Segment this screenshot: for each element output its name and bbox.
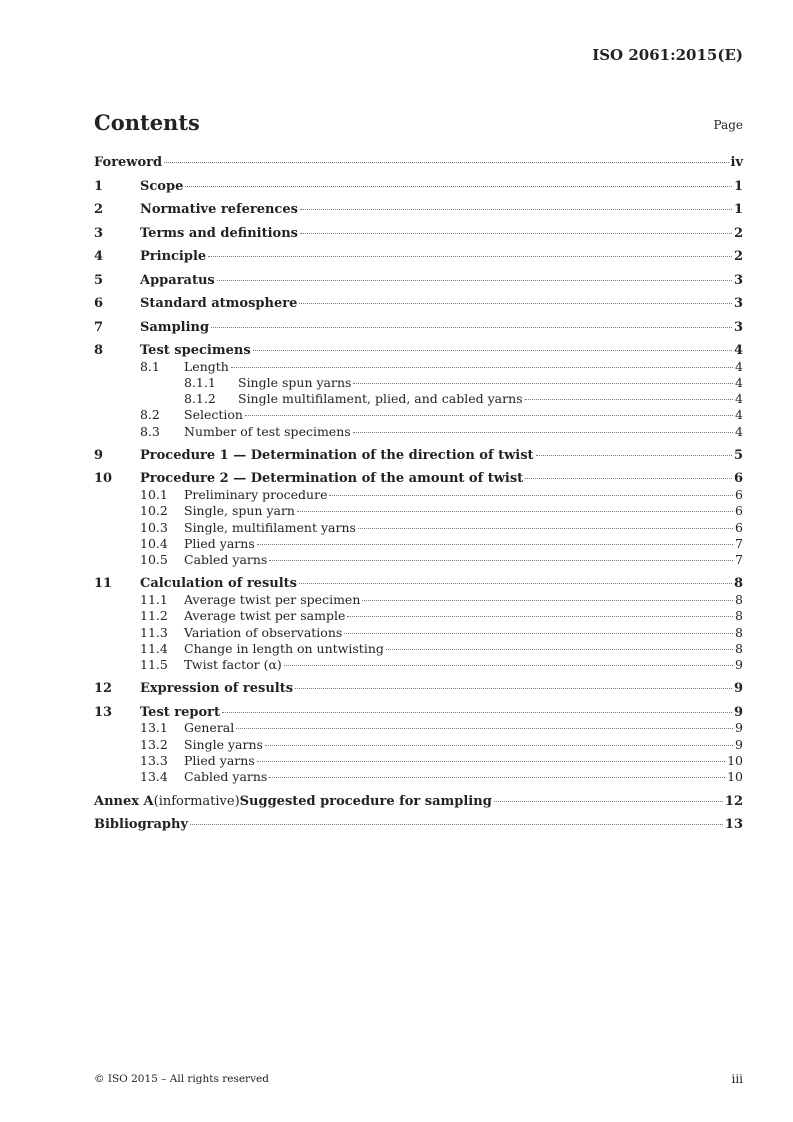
dot-leader (295, 688, 732, 689)
toc-subentry-page: 4 (735, 423, 743, 439)
dot-leader (386, 649, 733, 650)
toc-subentry-number: 13.2 (140, 736, 168, 752)
toc-subentry-number: 11.1 (140, 591, 168, 607)
toc-subentry-label: Plied yarns (184, 753, 255, 769)
toc-entry-number: 2 (94, 202, 104, 217)
toc-entry-number: 1 (94, 178, 104, 194)
toc-entry[interactable] (94, 248, 743, 272)
bibliography-label: Bibliography (94, 817, 189, 833)
toc-subentry-number: 10.3 (140, 519, 168, 535)
toc-entry[interactable] (94, 470, 743, 487)
toc-subentry-label: Length (184, 358, 229, 374)
toc-entry-page: 9 (733, 681, 743, 697)
toc-entry[interactable] (94, 319, 743, 343)
toc-subentry-number: 11.5 (140, 657, 168, 673)
toc-subentry-number: 10.1 (140, 486, 168, 502)
dot-leader (190, 824, 723, 825)
toc-entry[interactable] (94, 342, 743, 359)
toc-entry[interactable] (94, 704, 743, 721)
toc-entry-label: Test specimens (140, 343, 251, 358)
toc-entry[interactable] (94, 272, 743, 296)
dot-leader (265, 745, 733, 746)
toc-entry-page: 3 (733, 296, 743, 311)
dot-leader (253, 350, 732, 351)
toc-subentry[interactable] (94, 424, 743, 440)
toc-subentry-number: 8.3 (140, 423, 160, 439)
dot-leader (185, 186, 732, 187)
dot-leader (217, 280, 732, 281)
dot-leader (231, 367, 733, 368)
toc-subentry[interactable] (94, 641, 743, 657)
toc-entry-page: iv (730, 155, 743, 170)
toc-entry-label: Procedure 1 — Determination of the direction of twist (140, 447, 534, 463)
dot-leader (536, 455, 732, 456)
toc-entry-number: 11 (94, 576, 113, 592)
dot-leader (284, 665, 733, 666)
toc-subentry-page: 4 (735, 407, 743, 423)
dot-leader (269, 777, 725, 778)
toc-subentry-page: 4 (735, 374, 743, 390)
toc-subentry-page: 6 (735, 519, 743, 535)
toc-entry-page: 9 (733, 704, 743, 720)
toc-annex-entry[interactable] (94, 793, 743, 817)
toc-entry-page: 8 (733, 576, 743, 592)
toc-entry-label: Procedure 2 — Determination of the amount of twist (140, 471, 524, 487)
toc-subentry-label: Selection (184, 407, 243, 423)
dot-leader (208, 256, 732, 257)
toc-subentry-number: 8.1.2 (184, 391, 216, 407)
toc-entry-label: Normative references (140, 202, 298, 217)
toc-subentry-page: 6 (735, 486, 743, 502)
toc-entry-page: 6 (733, 471, 743, 487)
toc-subentry-number: 10.4 (140, 535, 168, 551)
dot-leader (344, 633, 733, 634)
annex-type: (informative) (153, 793, 240, 809)
dot-leader (300, 233, 732, 234)
toc-entry-number: 12 (94, 681, 113, 697)
toc-subentry[interactable] (94, 753, 743, 769)
toc-subentry-page: 8 (735, 624, 743, 640)
toc-entry-number: 7 (94, 319, 104, 335)
toc-subentry-label: Variation of observations (184, 624, 343, 640)
toc-entry-number: 9 (94, 447, 104, 463)
toc-subentry-number: 11.2 (140, 608, 168, 624)
toc-entry[interactable] (94, 225, 743, 249)
toc-subentry[interactable] (94, 375, 743, 391)
copyright-notice: © ISO 2015 – All rights reserved (94, 1073, 269, 1085)
dot-leader (494, 801, 723, 802)
toc-entry-label: Foreword (94, 155, 163, 170)
toc-subentry-label: Average twist per specimen (184, 591, 361, 607)
toc-entry-number: 4 (94, 249, 104, 264)
toc-subentry-page: 10 (727, 769, 743, 785)
toc-subentry-label: Single multifilament, plied, and cabled yarns (238, 391, 523, 407)
dot-leader (525, 478, 732, 479)
toc-subentry[interactable] (94, 407, 743, 423)
toc-entry[interactable] (94, 178, 743, 202)
toc-subentry-label: Number of test specimens (184, 423, 351, 439)
toc-entry-number: 3 (94, 225, 104, 241)
dot-leader (525, 399, 733, 400)
toc-entry-page: 3 (733, 272, 743, 288)
toc-subentry-page: 9 (735, 736, 743, 752)
toc-entry-number: 13 (94, 704, 113, 720)
toc-subentry-label: Average twist per sample (184, 608, 346, 624)
toc-entry-label: Scope (140, 178, 184, 194)
toc-entry[interactable] (94, 680, 743, 704)
toc-entry-label: Sampling (140, 319, 210, 335)
toc-subentry-page: 8 (735, 608, 743, 624)
toc-entry[interactable] (94, 154, 743, 178)
toc-entry-page: 4 (733, 343, 743, 358)
toc-subentry[interactable] (94, 769, 743, 785)
toc-entry-page: 1 (733, 178, 743, 194)
toc-entry-label: Principle (140, 249, 207, 264)
dot-leader (164, 162, 728, 163)
toc-subentry-label: Cabled yarns (184, 552, 268, 568)
toc-subentry[interactable] (94, 359, 743, 375)
toc-entry[interactable] (94, 575, 743, 592)
toc-entry-page: 1 (733, 202, 743, 217)
toc-subentry-page: 9 (735, 720, 743, 736)
toc-subentry-number: 8.2 (140, 407, 160, 423)
toc-entry-label: Standard atmosphere (140, 296, 298, 311)
toc-subentry-label: Plied yarns (184, 535, 255, 551)
toc-subentry-label: Single, spun yarn (184, 503, 295, 519)
toc-subentry-label: General (184, 720, 235, 736)
dot-leader (222, 712, 732, 713)
toc-subentry[interactable] (94, 657, 743, 673)
dot-leader (329, 495, 733, 496)
annex-label: Suggested procedure for sampling (239, 793, 492, 809)
toc-subentry-label: Single yarns (184, 736, 263, 752)
toc-subentry-label: Cabled yarns (184, 769, 268, 785)
toc-subentry[interactable] (94, 625, 743, 641)
toc-subentry-number: 13.1 (140, 720, 168, 736)
toc-subentry-page: 10 (727, 753, 743, 769)
toc-subentry-label: Preliminary procedure (184, 486, 328, 502)
toc-entry-label: Terms and definitions (140, 225, 298, 241)
toc-subentry[interactable] (94, 552, 743, 568)
toc-subentry-number: 11.4 (140, 640, 168, 656)
page-number: iii (731, 1072, 743, 1086)
table-of-contents (94, 154, 743, 840)
toc-subentry[interactable] (94, 503, 743, 519)
dot-leader (257, 761, 725, 762)
toc-entry-label: Expression of results (140, 681, 294, 697)
toc-entry-label: Calculation of results (140, 576, 297, 592)
toc-subentry[interactable] (94, 592, 743, 608)
toc-entry-number: 6 (94, 296, 104, 311)
dot-leader (297, 511, 733, 512)
dot-leader (236, 728, 733, 729)
dot-leader (257, 544, 733, 545)
dot-leader (245, 415, 733, 416)
toc-subentry-number: 10.2 (140, 503, 168, 519)
dot-leader (358, 528, 733, 529)
dot-leader (299, 303, 732, 304)
toc-subentry-page: 6 (735, 503, 743, 519)
dot-leader (299, 583, 732, 584)
toc-subentry-number: 8.1 (140, 358, 160, 374)
toc-subentry-page: 7 (735, 552, 743, 568)
toc-subentry-label: Change in length on untwisting (184, 640, 384, 656)
toc-subentry-page: 9 (735, 657, 743, 673)
toc-subentry[interactable] (94, 391, 743, 407)
toc-subentry[interactable] (94, 720, 743, 736)
toc-subentry-label: Single spun yarns (238, 374, 352, 390)
toc-subentry[interactable] (94, 536, 743, 552)
toc-subentry-number: 13.4 (140, 769, 168, 785)
toc-subentry-number: 8.1.1 (184, 374, 216, 390)
toc-subentry-page: 8 (735, 591, 743, 607)
document-code: ISO 2061:2015(E) (592, 46, 743, 64)
toc-subentry-label: Twist factor (α) (184, 657, 282, 673)
dot-leader (211, 327, 732, 328)
dot-leader (269, 560, 733, 561)
toc-entry-label: Apparatus (140, 272, 215, 288)
toc-subentry-number: 13.3 (140, 753, 168, 769)
toc-entry[interactable] (94, 295, 743, 319)
dot-leader (353, 383, 733, 384)
dot-leader (353, 432, 733, 433)
dot-leader (362, 600, 733, 601)
page-title: Contents (94, 110, 200, 135)
toc-entry-page: 2 (733, 225, 743, 241)
toc-subentry-label: Single, multifilament yarns (184, 519, 356, 535)
toc-subentry-page: 4 (735, 358, 743, 374)
toc-entry-number: 5 (94, 272, 104, 288)
annex-page: 12 (724, 793, 743, 809)
toc-subentry-page: 7 (735, 535, 743, 551)
toc-entry-number: 10 (94, 471, 113, 487)
toc-subentry-number: 10.5 (140, 552, 168, 568)
toc-entry-page: 3 (733, 319, 743, 335)
bibliography-page: 13 (724, 817, 743, 833)
toc-entry[interactable] (94, 201, 743, 225)
toc-entry-page: 5 (733, 447, 743, 463)
toc-subentry[interactable] (94, 608, 743, 624)
toc-subentry-page: 8 (735, 640, 743, 656)
page-column-label: Page (713, 118, 743, 132)
dot-leader (300, 209, 732, 210)
annex-prefix: Annex A (94, 793, 154, 809)
toc-entry-number: 8 (94, 343, 104, 358)
toc-subentry[interactable] (94, 487, 743, 503)
toc-subentry[interactable] (94, 520, 743, 536)
toc-entry[interactable] (94, 447, 743, 471)
toc-subentry-page: 4 (735, 391, 743, 407)
toc-entry-page: 2 (733, 249, 743, 264)
toc-subentry-number: 11.3 (140, 624, 168, 640)
toc-entry-label: Test report (140, 704, 221, 720)
dot-leader (347, 616, 733, 617)
toc-subentry[interactable] (94, 737, 743, 753)
toc-bibliography-entry[interactable] (94, 816, 743, 840)
